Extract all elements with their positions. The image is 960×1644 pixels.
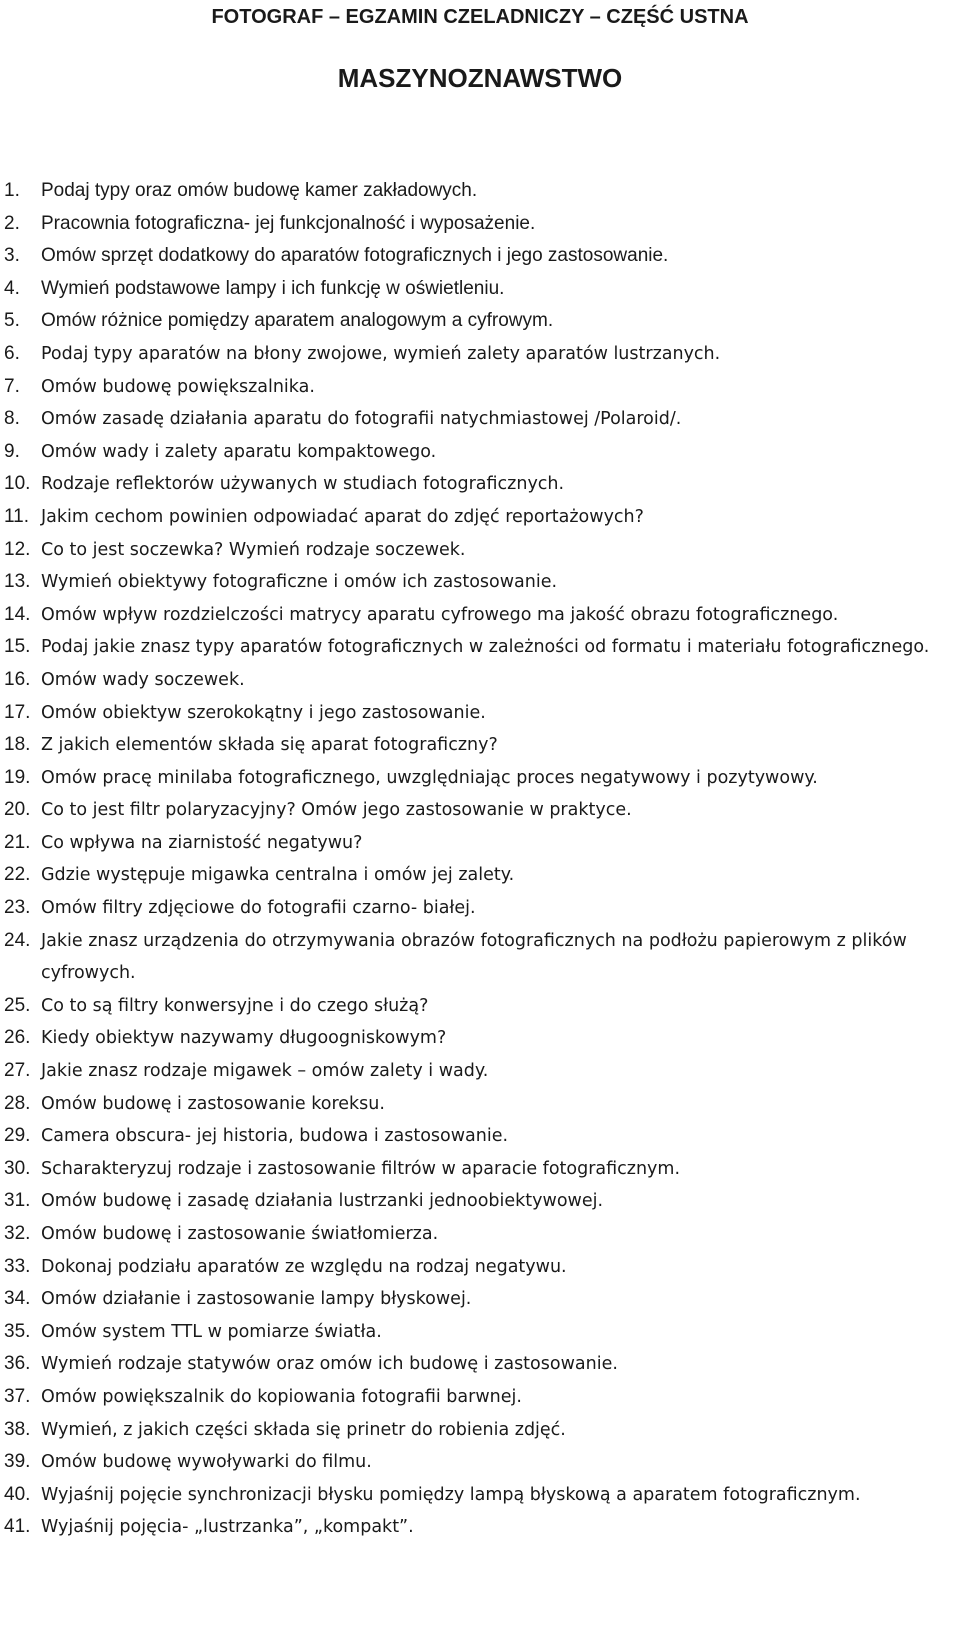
question-item [0,534,960,567]
question-item [0,1022,960,1055]
question-number: 15. [4,636,31,658]
question-number: 20. [4,799,31,821]
question-number: 22. [4,864,31,886]
question-item [0,1218,960,1251]
question-item [0,1511,960,1544]
question-number: 21. [4,831,31,853]
question-text: Co to są filtry konwersyjne i do czego służą? [41,995,429,1016]
question-number: 31. [4,1190,31,1212]
question-number: 17. [4,701,31,723]
question-number: 29. [4,1125,31,1147]
question-item [0,1479,960,1512]
question-item [0,403,960,436]
question-number: 11. [4,505,30,527]
question-item [0,566,960,599]
question-number: 1. [4,180,20,201]
question-item [0,1316,960,1349]
question-text: Omów zasadę działania aparatu do fotografii natychmiastowej /Polaroid/. [41,409,682,430]
question-text: Omów pracę minilaba fotograficznego, uwzględniając proces negatywowy i pozytywowy. [41,767,818,788]
question-number: 9. [4,440,20,462]
question-number: 10. [4,473,31,495]
question-item [0,1414,960,1447]
question-text: Omów budowę wywoływarki do filmu. [41,1452,372,1473]
question-number: 5. [4,310,20,332]
question-number: 25. [4,994,31,1016]
document-header: FOTOGRAF – EGZAMIN CZELADNICZY – CZĘŚĆ USTNA [211,6,749,28]
question-text: Rodzaje reflektorów używanych w studiach fotograficznych. [41,474,565,495]
question-number: 36. [4,1353,31,1375]
question-number: 40. [4,1483,31,1505]
question-item [0,859,960,892]
question-item [0,892,960,925]
question-item [0,273,960,306]
question-item [0,925,960,990]
question-text: Kiedy obiektyw nazywamy długoogniskowym? [41,1028,447,1049]
question-item [0,827,960,860]
question-item [0,599,960,632]
question-number: 23. [4,897,31,919]
question-text: Omów budowę powiększalnika. [41,376,315,397]
question-text: Omów budowę i zastosowanie koreksu. [41,1093,385,1114]
question-number: 14. [4,603,31,625]
question-number: 33. [4,1255,31,1277]
question-item [0,1088,960,1121]
question-text: Dokonaj podziału aparatów ze względu na rodzaj negatywu. [41,1256,567,1277]
question-number: 18. [4,734,31,756]
question-text: Podaj typy oraz omów budowę kamer zakładowych. [41,180,478,201]
question-number: 41. [4,1516,31,1538]
question-text: Co to jest soczewka? Wymień rodzaje soczewek. [41,539,466,560]
question-item [0,1185,960,1218]
question-number: 8. [4,408,20,430]
question-number: 35. [4,1320,31,1342]
question-text: Omów wpływ rozdzielczości matrycy aparatu cyfrowego ma jakość obrazu fotograficznego. [41,604,839,625]
question-item [0,175,960,208]
question-text: Omów wady soczewek. [41,669,245,690]
question-item [0,338,960,371]
question-text: Co wpływa na ziarnistość negatywu? [41,832,363,853]
question-number: 26. [4,1027,31,1049]
question-item [0,1381,960,1414]
question-text: Podaj typy aparatów na błony zwojowe, wymień zalety aparatów lustrzanych. [41,343,721,364]
question-number: 28. [4,1092,31,1114]
question-item [0,664,960,697]
question-text: Wyjaśnij pojęcia- „lustrzanka”, „kompakt”. [41,1517,414,1538]
question-number: 6. [4,342,20,364]
question-text: Gdzie występuje migawka centralna i omów jej zalety. [41,865,515,886]
question-number: 3. [4,245,20,267]
question-text: Wymień podstawowe lampy i ich funkcję w oświetleniu. [41,277,505,299]
question-number: 34. [4,1288,31,1310]
question-text: Wymień rodzaje statywów oraz omów ich budowę i zastosowanie. [41,1354,618,1375]
question-number: 13. [4,571,31,593]
question-item [0,762,960,795]
question-text: Wymień, z jakich części składa się prinetr do robienia zdjęć. [41,1419,566,1440]
question-list [0,175,960,1544]
question-text: Scharakteryzuj rodzaje i zastosowanie filtrów w aparacie fotograficznym. [41,1158,681,1179]
question-text: Jakie znasz rodzaje migawek – omów zalety i wady. [41,1061,489,1082]
question-item [0,305,960,338]
question-item [0,1446,960,1479]
question-text: Omów powiększalnik do kopiowania fotografii barwnej. [41,1386,522,1407]
question-number: 16. [4,668,31,690]
question-text: Pracownia fotograficzna- jej funkcjonalność i wyposażenie. [41,212,536,234]
question-item [0,990,960,1023]
question-item [0,208,960,241]
question-text: Co to jest filtr polaryzacyjny? Omów jego zastosowanie w praktyce. [41,800,632,821]
question-text: Podaj jakie znasz typy aparatów fotograficznych w zależności od formatu i materiału fotograficznego. [41,637,930,658]
question-item [0,1251,960,1284]
question-item [0,240,960,273]
question-item [0,371,960,404]
question-number: 7. [4,375,20,397]
question-number: 32. [4,1223,31,1244]
question-text: Camera obscura- jej historia, budowa i zastosowanie. [41,1126,509,1147]
question-number: 2. [4,212,20,234]
question-text: Jakim cechom powinien odpowiadać aparat do zdjęć reportażowych? [41,506,644,527]
question-item [0,1153,960,1186]
question-number: 30. [4,1157,31,1179]
question-item [0,631,960,664]
question-number: 37. [4,1385,31,1407]
question-text: Jakie znasz urządzenia do otrzymywania obrazów fotograficznych na podłożu papierowym z plików cyfrowych. [41,930,907,984]
question-text: Omów różnice pomiędzy aparatem analogowym a cyfrowym. [41,310,554,332]
question-item [0,501,960,534]
question-text: Omów filtry zdjęciowe do fotografii czarno- białej. [41,898,476,919]
question-text: Wymień obiektywy fotograficzne i omów ich zastosowanie. [41,572,558,593]
question-text: Omów obiektyw szerokokątny i jego zastosowanie. [41,702,486,723]
question-item [0,729,960,762]
question-text: Omów sprzęt dodatkowy do aparatów fotograficznych i jego zastosowanie. [41,245,669,267]
question-item [0,468,960,501]
question-text: Omów budowę i zastosowanie światłomierza. [41,1224,439,1244]
question-item [0,697,960,730]
question-item [0,794,960,827]
question-text: Wyjaśnij pojęcie synchronizacji błysku pomiędzy lampą błyskową a aparatem fotograficznym. [41,1484,861,1505]
question-item [0,1348,960,1381]
question-number: 27. [4,1060,31,1082]
question-number: 12. [4,538,31,560]
question-text: Omów system TTL w pomiarze światła. [41,1321,382,1342]
question-item [0,436,960,469]
question-text: Omów działanie i zastosowanie lampy błyskowej. [41,1289,472,1310]
page-title: MASZYNOZNAWSTWO [337,63,623,93]
question-item [0,1055,960,1088]
question-number: 19. [4,766,31,788]
question-item [0,1283,960,1316]
question-text: Omów wady i zalety aparatu kompaktowego. [41,441,437,462]
question-text: Z jakich elementów składa się aparat fotograficzny? [41,735,498,756]
question-number: 24. [4,929,31,951]
question-number: 4. [4,277,20,299]
question-item [0,1120,960,1153]
question-text: Omów budowę i zasadę działania lustrzanki jednoobiektywowej. [41,1191,604,1212]
question-number: 38. [4,1418,31,1440]
question-number: 39. [4,1451,31,1473]
